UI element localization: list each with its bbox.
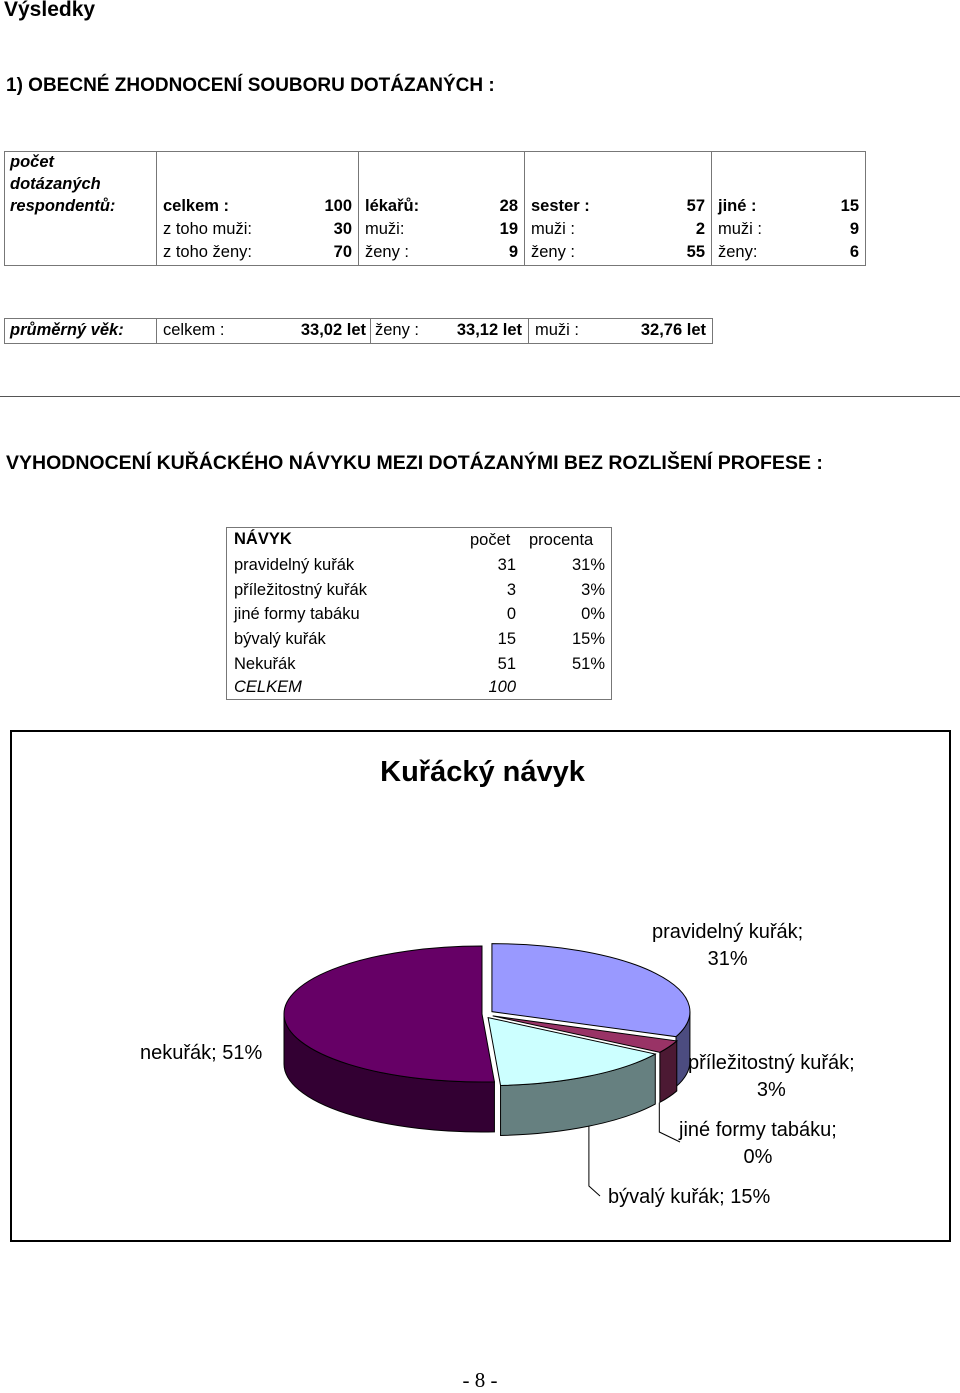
group-row2-value: 9 xyxy=(849,220,859,238)
habit-row-percent: 3% xyxy=(581,581,605,599)
habit-total-label: CELKEM xyxy=(234,678,302,696)
respondents-label-line3: respondentů: xyxy=(10,197,116,215)
habit-row-count: 15 xyxy=(497,630,516,648)
respondents-table xyxy=(4,151,866,266)
group-row3-value: 55 xyxy=(686,243,705,261)
age-table xyxy=(4,318,713,344)
group-total-cell xyxy=(157,152,359,266)
group-row3-value: 6 xyxy=(849,243,859,261)
habit-row-label: příležitostný kuřák xyxy=(234,581,367,599)
group-row3-label: z toho ženy: xyxy=(163,243,252,261)
habit-row-label: jiné formy tabáku xyxy=(234,605,360,623)
leader-line-other-tobacco xyxy=(659,1103,680,1142)
group-title: sester : xyxy=(531,197,590,215)
respondents-label-line2: dotázaných xyxy=(10,175,101,193)
age-total-cell xyxy=(157,319,371,344)
age-label-cell xyxy=(5,319,157,344)
habit-table xyxy=(226,527,612,700)
habit-row-percent: 31% xyxy=(571,556,605,574)
label-regular-smoker-pct: 31% xyxy=(707,948,748,970)
group-row3-label: ženy : xyxy=(531,243,576,261)
habit-row-count: 51 xyxy=(497,655,516,673)
group-row2-value: 30 xyxy=(333,220,352,238)
habit-row-count: 31 xyxy=(497,556,516,574)
habit-header-habit: NÁVYK xyxy=(234,530,292,548)
label-occasional-smoker-name: příležitostný kuřák; xyxy=(688,1052,855,1074)
page-number: - 8 - xyxy=(462,1368,498,1392)
leader-line-former-smoker xyxy=(589,1126,600,1196)
group-title: celkem : xyxy=(163,197,230,215)
label-occasional-smoker-pct: 3% xyxy=(756,1079,786,1101)
pie-chart-frame xyxy=(10,730,951,1242)
label-regular-smoker-name: pravidelný kuřák; xyxy=(652,921,804,943)
habit-row-percent: 0% xyxy=(581,605,605,623)
group-row2-value: 2 xyxy=(695,220,705,238)
label-non-smoker: nekuřák; 51% xyxy=(140,1042,263,1064)
chart-title: Kuřácký návyk xyxy=(380,756,585,788)
group-row3-label: ženy : xyxy=(365,243,410,261)
respondents-label-cell xyxy=(5,152,157,266)
group-total: 15 xyxy=(840,197,859,215)
section1-title: 1) OBECNÉ ZHODNOCENÍ SOUBORU DOTÁZANÝCH : xyxy=(6,75,495,96)
age-total-value: 33,02 let xyxy=(300,321,366,339)
group-row2-label: muži: xyxy=(365,220,405,238)
respondents-label-line1: počet xyxy=(10,153,55,171)
habit-row-count: 0 xyxy=(506,605,516,623)
age-women-value: 33,12 let xyxy=(456,321,522,339)
habit-row-count: 3 xyxy=(506,581,516,599)
group-total: 57 xyxy=(686,197,705,215)
label-other-tobacco-pct: 0% xyxy=(743,1146,773,1168)
group-total: 28 xyxy=(499,197,518,215)
group-other-cell xyxy=(712,152,866,266)
habit-header-percent: procenta xyxy=(529,531,594,549)
age-women-cell xyxy=(371,319,529,344)
label-occasional-smoker xyxy=(688,1050,855,1104)
group-row3-value: 9 xyxy=(508,243,518,261)
page-heading: Výsledky xyxy=(4,0,96,21)
age-men-label: muži : xyxy=(535,321,580,339)
age-label: průměrný věk: xyxy=(10,321,124,339)
group-doctors-cell xyxy=(359,152,525,266)
age-men-cell xyxy=(529,319,713,344)
habit-total-count: 100 xyxy=(488,678,516,696)
habit-row-label: bývalý kuřák xyxy=(234,630,326,648)
label-other-tobacco-name: jiné formy tabáku; xyxy=(679,1119,837,1141)
group-row2-label: z toho muži: xyxy=(163,220,252,238)
habit-row-label: pravidelný kuřák xyxy=(234,556,355,574)
age-total-label: celkem : xyxy=(163,321,225,339)
group-row2-value: 19 xyxy=(499,220,518,238)
group-row2-label: muži : xyxy=(531,220,576,238)
section2-title: VYHODNOCENÍ KUŘÁCKÉHO NÁVYKU MEZI DOTÁZANÝMI BEZ ROZLIŠENÍ PROFESE : xyxy=(6,452,823,474)
group-row2-label: muži : xyxy=(718,220,763,238)
habit-row-label: Nekuřák xyxy=(234,655,296,673)
label-other-tobacco xyxy=(679,1117,837,1171)
group-title: lékařů: xyxy=(365,197,420,215)
group-row3-label: ženy: xyxy=(718,243,758,261)
habit-row-percent: 15% xyxy=(571,630,605,648)
age-women-label: ženy : xyxy=(375,321,420,339)
group-total: 100 xyxy=(324,197,352,215)
group-row3-value: 70 xyxy=(333,243,352,261)
habit-row-percent: 51% xyxy=(571,655,605,673)
group-title: jiné : xyxy=(718,197,757,215)
habit-header-count: počet xyxy=(470,531,511,549)
label-former-smoker: bývalý kuřák; 15% xyxy=(608,1186,771,1208)
group-nurses-cell xyxy=(525,152,712,266)
label-regular-smoker xyxy=(652,919,803,973)
age-men-value: 32,76 let xyxy=(640,321,706,339)
horizontal-divider xyxy=(0,396,960,397)
